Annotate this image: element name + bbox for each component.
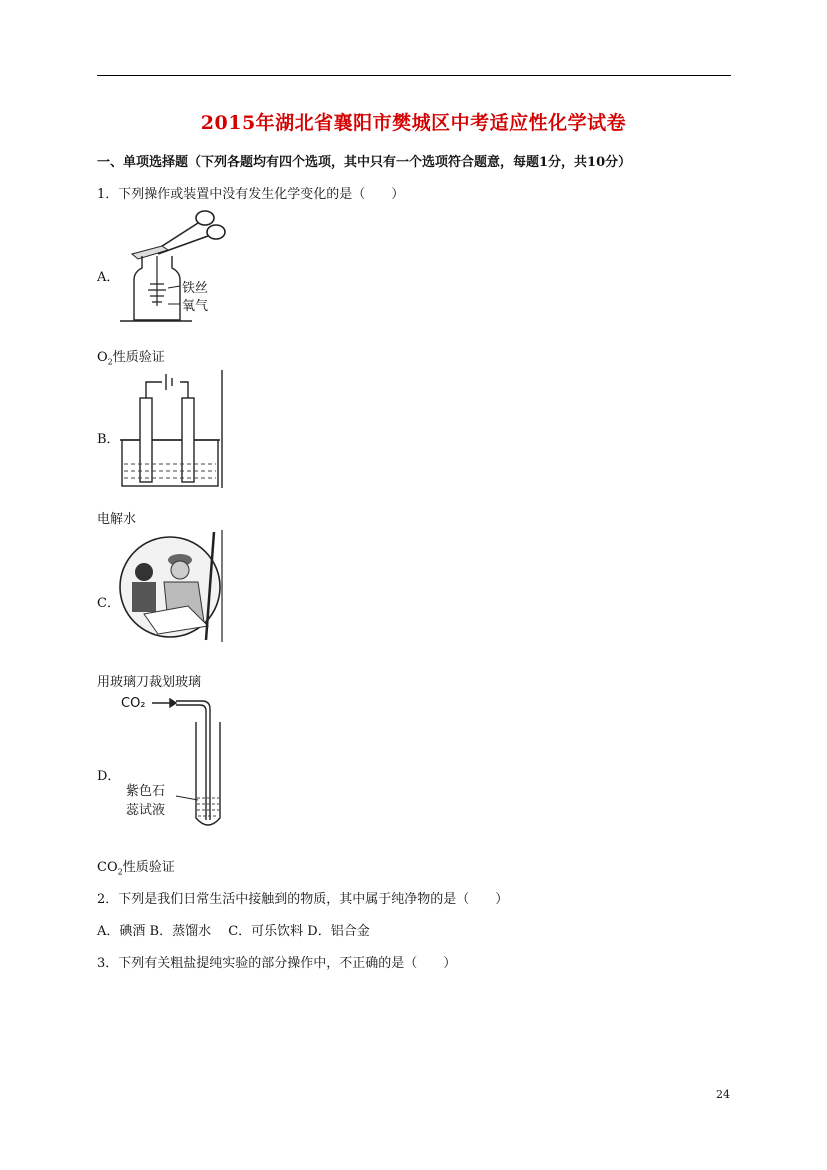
option-a-letter: A． (97, 270, 120, 285)
question-1-stem: 1．下列操作或装置中没有发生化学变化的是（ ） (97, 187, 405, 202)
iron-wire-icon (148, 256, 166, 306)
delivery-tube-icon (176, 701, 210, 820)
section-heading: 一、单项选择题（下列各题均有四个选项，其中只有一个选项符合题意，每题1分，共10分） (97, 155, 632, 170)
arrow-right-icon (170, 699, 176, 707)
fig-label-iron-wire: 铁丝 (182, 281, 209, 296)
fig-label-litmus-2: 蕊试液 (126, 803, 166, 818)
option-d-figure (118, 692, 228, 832)
question-3-stem: 3．下列有关粗盐提纯实验的部分操作中，不正确的是（ ） (97, 956, 457, 971)
option-c-caption: 用玻璃刀裁划玻璃 (97, 675, 202, 690)
option-c-letter: C． (97, 596, 120, 611)
option-d-caption: $CO_2$性质验证 (97, 860, 175, 877)
option-a-figure (120, 204, 230, 324)
question-2-options: A．碘酒 B．蒸馏水 C．可乐饮料 D．铝合金 (97, 924, 370, 939)
tongs-icon (156, 211, 225, 254)
option-b-letter: B． (97, 432, 120, 447)
option-a-caption: $O_2$性质验证 (97, 350, 165, 367)
option-b-caption: 电解水 (97, 512, 137, 527)
option-c-figure (118, 530, 228, 644)
question-2-stem: 2．下列是我们日常生活中接触到的物质，其中属于纯净物的是（ ） (97, 892, 509, 907)
test-tube-icon (196, 722, 220, 825)
option-d-letter: D． (97, 769, 121, 784)
water-surface (124, 464, 216, 478)
exam-title: 2015年湖北省襄阳市樊城区中考适应性化学试卷 (200, 112, 627, 134)
fig-label-litmus-1: 紫色石 (126, 784, 166, 799)
header-rule (97, 75, 731, 76)
option-b-figure (118, 368, 226, 490)
fig-label-co2: CO₂ (121, 696, 146, 711)
litmus-liquid (197, 798, 219, 816)
page-number: 24 (716, 1088, 730, 1101)
child-icon (135, 563, 153, 581)
fig-label-oxygen: 氧气 (182, 299, 209, 314)
